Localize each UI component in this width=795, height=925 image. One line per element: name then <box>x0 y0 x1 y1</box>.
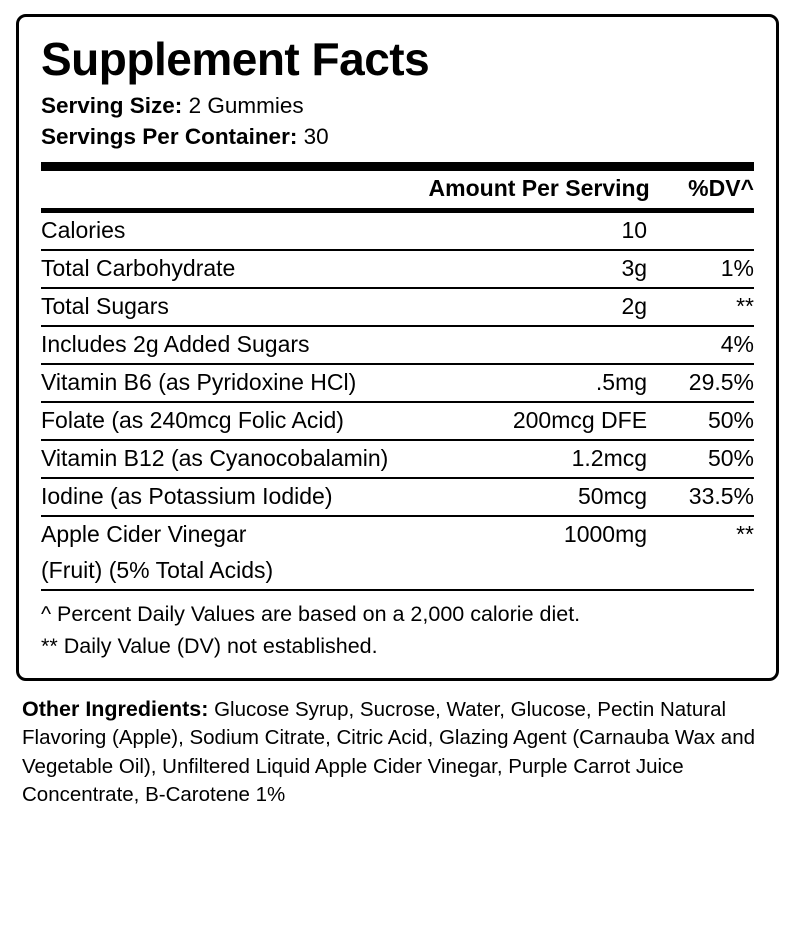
nutrition-table-body <box>41 171 754 208</box>
row-dv: ** <box>736 521 754 548</box>
other-ingredients-text: Glucose Syrup, Sucrose, Water, Glucose, Pectin Natural Flavoring (Apple), Sodium Citrate, Citric Acid, Glazing Agent (Carnauba Wax and Vegetable Oil), Unfiltered Liquid Apple Cider Vinegar, Purple Carrot Juice Concentrate, B-Carotene 1% <box>22 697 756 807</box>
row-nutrient: Vitamin B12 (as Cyanocobalamin) <box>41 440 455 478</box>
table-row <box>41 364 754 402</box>
table-row <box>41 478 754 516</box>
row-nutrient: Vitamin B6 (as Pyridoxine HCl) <box>41 364 455 402</box>
row-amount: 1000mg <box>563 521 648 548</box>
row-nutrient: Apple Cider Vinegar <box>41 521 247 548</box>
row-nutrient: Calories <box>41 213 455 250</box>
footnote-dv-not-established: ** Daily Value (DV) not established. <box>41 633 378 658</box>
divider-thick-top <box>41 162 754 171</box>
header-spacer <box>41 171 429 208</box>
servings-per-container-label: Servings Per Container: <box>41 123 298 149</box>
nutrition-rows-body <box>41 213 754 590</box>
row-amount: 2g <box>455 288 648 326</box>
serving-size-value: 2 Gummies <box>188 93 304 119</box>
servings-per-container-value: 30 <box>303 123 329 149</box>
row-amount: 1.2mcg <box>455 440 648 478</box>
row-dv: 1% <box>647 250 754 288</box>
row-amount <box>455 553 648 590</box>
other-ingredients-heading: Other Ingredients: <box>22 696 209 721</box>
footnote-percent-dv: ^ Percent Daily Values are based on a 2,000 calorie diet. <box>41 602 581 627</box>
page-title: Supplement Facts <box>41 33 430 85</box>
other-ingredients-block <box>16 681 779 810</box>
row-dv: 50% <box>647 402 754 440</box>
table-row <box>41 288 754 326</box>
row-nutrient: Iodine (as Potassium Iodide) <box>41 478 455 516</box>
row-amount <box>455 326 648 364</box>
nutrition-rows-table <box>41 213 754 591</box>
header-percent-dv: %DV^ <box>688 175 754 202</box>
table-row <box>41 516 754 553</box>
row-amount: 50mcg <box>455 478 648 516</box>
servings-per-container-line <box>41 122 754 153</box>
table-row <box>41 250 754 288</box>
row-dv: 4% <box>647 326 754 364</box>
row-dv: 33.5% <box>647 478 754 516</box>
row-amount: 200mcg DFE <box>455 402 648 440</box>
row-dv <box>647 213 754 250</box>
row-nutrient: Folate (as 240mcg Folic Acid) <box>41 402 455 440</box>
row-amount: 3g <box>455 250 648 288</box>
row-nutrient: Total Carbohydrate <box>41 250 455 288</box>
header-amount-per-serving: Amount Per Serving <box>428 175 650 202</box>
serving-size-line <box>41 91 754 122</box>
table-row <box>41 440 754 478</box>
row-nutrient: Includes 2g Added Sugars <box>41 326 455 364</box>
table-row <box>41 402 754 440</box>
table-row <box>41 553 754 590</box>
table-header-row <box>41 171 754 208</box>
row-dv: 50% <box>647 440 754 478</box>
supplement-facts-panel <box>16 14 779 681</box>
serving-size-label: Serving Size: <box>41 93 183 119</box>
row-amount: 10 <box>455 213 648 250</box>
row-dv: ** <box>647 288 754 326</box>
nutrition-table <box>41 171 754 208</box>
footnotes <box>41 591 754 661</box>
row-amount: .5mg <box>455 364 648 402</box>
row-nutrient: (Fruit) (5% Total Acids) <box>41 553 455 590</box>
table-row <box>41 326 754 364</box>
row-dv: 29.5% <box>647 364 754 402</box>
row-dv <box>647 553 754 590</box>
row-nutrient: Total Sugars <box>41 288 455 326</box>
table-row <box>41 213 754 250</box>
